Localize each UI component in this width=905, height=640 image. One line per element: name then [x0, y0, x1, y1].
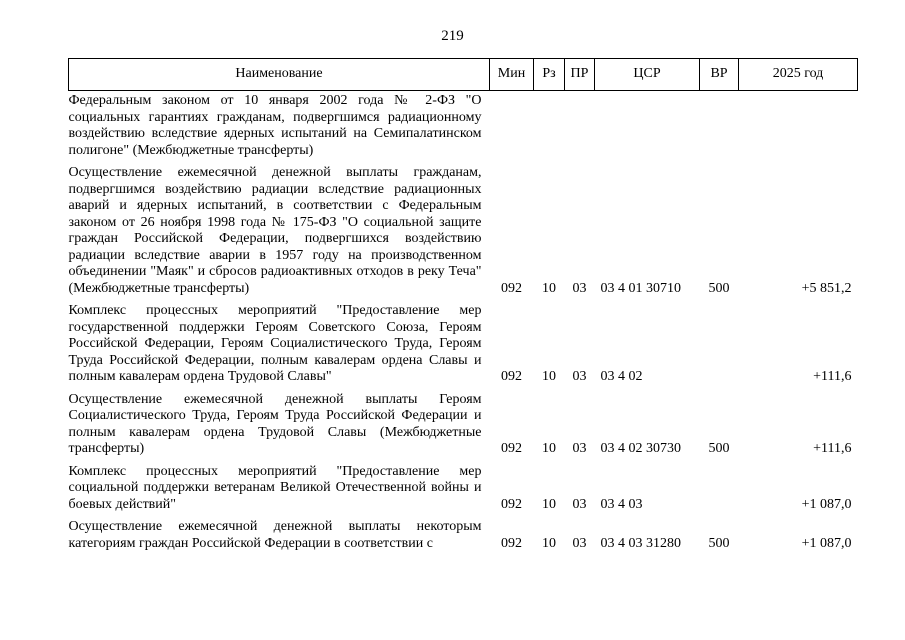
row-min: 092 [501, 369, 522, 384]
row-min: 092 [501, 535, 522, 551]
row-amount: +111,6 [813, 369, 852, 384]
row-rz: 10 [542, 441, 556, 456]
row-name: Осуществление ежемесячной денежной выплаты некоторым категориям граждан Российской Федерации в соответствии с [68, 519, 482, 551]
table-header-row [69, 59, 858, 91]
page-number: 219 [441, 28, 464, 44]
row-csr: 03 4 02 30730 [600, 441, 681, 456]
header-pr: ПР [565, 59, 595, 91]
table-row [69, 460, 858, 516]
row-pr: 03 [572, 280, 587, 296]
row-vr [700, 460, 739, 516]
row-amount: +1 087,0 [801, 535, 852, 551]
row-min: 092 [501, 496, 522, 512]
header-csr: ЦСР [595, 59, 700, 91]
table-row [69, 515, 858, 554]
row-rz: 10 [542, 369, 556, 384]
row-csr: 03 4 02 [600, 369, 643, 384]
row-csr: 03 4 03 31280 [600, 535, 681, 551]
row-vr [700, 91, 739, 162]
row-amount: +1 087,0 [801, 496, 852, 512]
table-row [69, 299, 858, 388]
row-rz [534, 91, 565, 162]
table-row [69, 161, 858, 299]
row-min [490, 91, 534, 162]
row-pr: 03 [572, 441, 587, 456]
row-name: Осуществление ежемесячной денежной выплаты гражданам, подвергшимся воздействию радиации вследствие радиационных аварий и ядерных испытаний, в соответствии с Федеральным законом от 26 ноября 1998 года № 175-ФЗ "О социальной защите граждан Российской Федерации, подвергшихся воздействию радиации вследствие аварии в 1957 году на производственном объединении "Маяк" и сбросов радиоактивных отходов в реку Теча" (Межбюджетные трансферты) [68, 165, 482, 296]
row-pr: 03 [572, 369, 587, 384]
row-name: Комплекс процессных мероприятий "Предоставление мер государственной поддержки Героям Советского Союза, Героям Российской Федерации, Героям Социалистического Труда, Героям Труда Российской Федерации, полным кавалерам ордена Славы и полным кавалерам ордена Трудовой Славы" [68, 303, 482, 384]
row-csr: 03 4 03 [600, 496, 643, 512]
row-pr: 03 [572, 496, 587, 512]
row-amount: +111,6 [813, 441, 852, 456]
table-row [69, 91, 858, 162]
row-amount [739, 91, 858, 162]
row-vr: 500 [708, 441, 730, 456]
row-csr: 03 4 01 30710 [600, 280, 681, 296]
header-name: Наименование [69, 59, 490, 91]
row-min: 092 [501, 280, 522, 296]
row-name: Осуществление ежемесячной денежной выплаты Героям Социалистического Труда, Героям Труда Российской Федерации и полным кавалерам ордена Трудовой Славы (Межбюджетные трансферты) [68, 391, 482, 456]
row-name: Федеральным законом от 10 января 2002 года № 2-ФЗ "О социальных гарантиях гражданам, подвергшимся радиационному воздействию вследствие ядерных испытаний на Семипалатинском полигоне" (Межбюджетные трансферты) [68, 93, 482, 158]
row-csr [595, 91, 700, 162]
row-rz: 10 [542, 535, 556, 551]
header-year: 2025 год [739, 59, 858, 91]
header-rz: Рз [534, 59, 565, 91]
row-pr: 03 [572, 535, 587, 551]
row-vr: 500 [708, 280, 730, 296]
table-row [69, 388, 858, 460]
header-min: Мин [490, 59, 534, 91]
header-vr: ВР [700, 59, 739, 91]
row-name: Комплекс процессных мероприятий "Предоставление мер социальной поддержки ветеранам Великой Отечественной войны и боевых действий" [68, 463, 482, 512]
row-rz: 10 [542, 496, 556, 512]
row-rz: 10 [542, 280, 556, 296]
row-vr [700, 299, 739, 388]
budget-table [68, 58, 858, 554]
row-amount: +5 851,2 [801, 280, 852, 296]
row-vr: 500 [708, 535, 730, 551]
row-min: 092 [501, 441, 522, 456]
row-pr [565, 91, 595, 162]
